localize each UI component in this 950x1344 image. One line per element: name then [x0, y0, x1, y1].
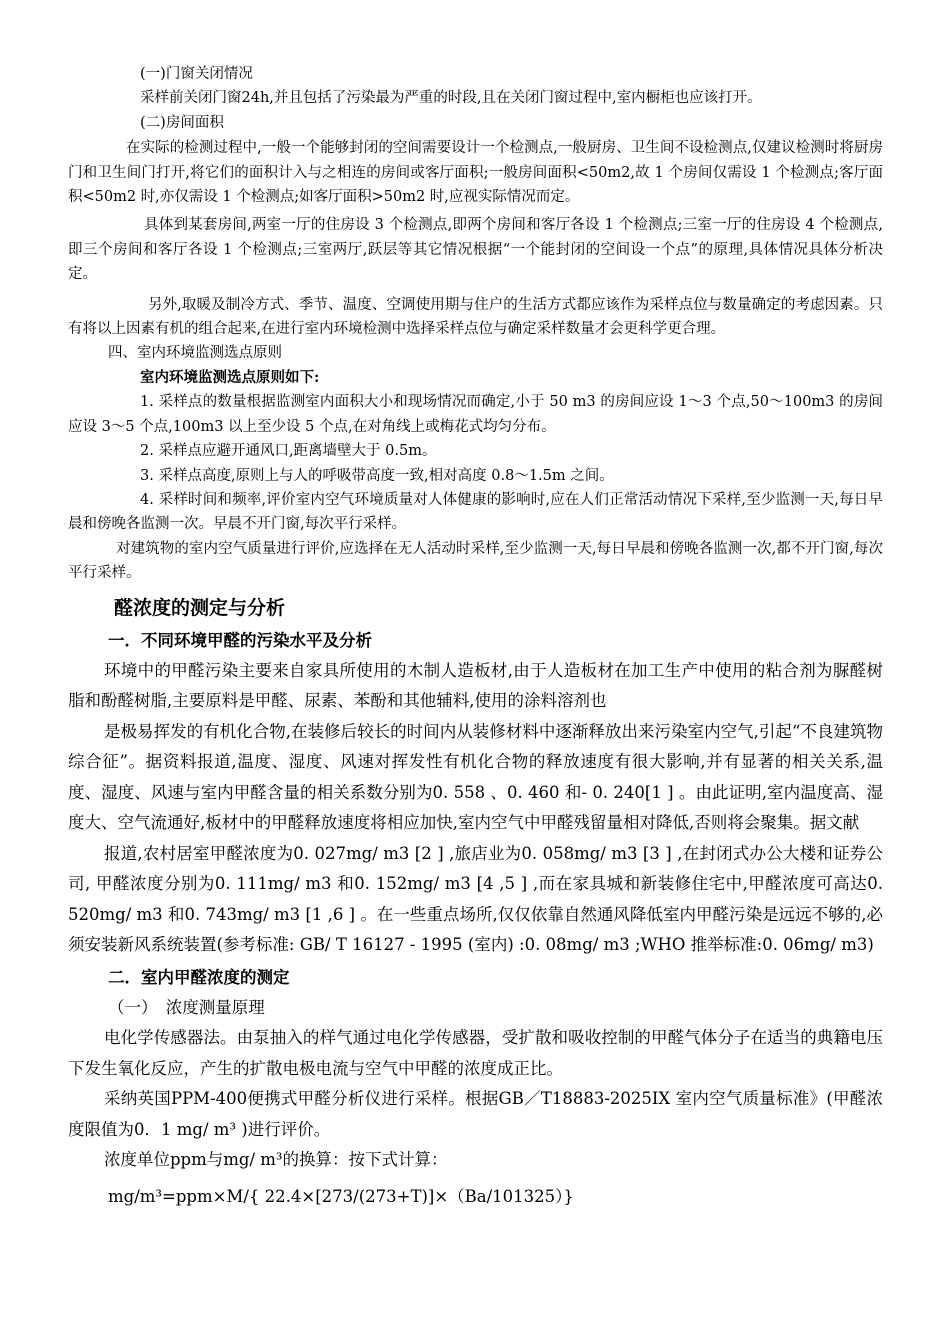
paragraph: 是极易挥发的有机化合物,在装修后较长的时间内从装修材料中逐渐释放出来污染室内空气,引起“不良建筑物综合征”。据资料报道,温度、湿度、风速对挥发性有机化合物的释放速度有很大影响,并有显著的相关关系,温度、湿度、风速与室内甲醛含量的相关系数分别为0. 558 、0. 460 和- 0. 240[1 ] 。由此证明,室内温度高、湿度大、空气流通好,板材中的甲醛释放速度将相应加快,室内空气中甲醛残留量相对降低,否则将会聚集。据文献 [68, 721, 883, 833]
list-item: 1. 采样点的数量根据监测室内面积大小和现场情况而确定,小于 50 m3 的房间应设 1～3 个点,50～100m3 的房间应设 3～5 个点,100m3 以上至少设 5 个点,在对角线上或梅花式均匀分布。 [68, 394, 883, 435]
paragraph: 浓度单位ppm与mg/ m³的换算：按下式计算： [104, 1150, 448, 1170]
section-subheading: 室内环境监测选点原则如下: [140, 368, 320, 386]
paragraph: 对建筑物的室内空气质量进行评价,应选择在无人活动时采样,至少监测一天,每日早晨和傍晚各监测一次,都不开门窗,每次平行采样。 [68, 540, 883, 582]
paragraph: (一)门窗关闭情况 [140, 66, 253, 82]
paragraph: 环境中的甲醛污染主要来自家具所使用的木制人造板材,由于人造板材在加工生产中使用的粘合剂为脲醛树脂和酚醛树脂,主要原料是甲醛、尿素、苯酚和其他辅料,使用的涂料溶剂也 [68, 660, 883, 711]
list-item: 4. 采样时间和频率,评价室内空气环境质量对人体健康的影响时,应在人们正常活动情况下采样,至少监测一天,每日早晨和傍晚各监测一次。早晨不开门窗,每次平行采样。 [68, 491, 883, 533]
paragraph: 具体到某套房间,两室一厅的住房设 3 个检测点,即两个房间和客厅各设 1 个检测点;三室一厅的住房设 4 个检测点,即三个房间和客厅各设 1 个检测点;三室两厅,跃层等其它情况根据“一个能封闭的空间设一个点”的原理,具体情况具体分析决定。 [68, 217, 883, 283]
conversion-formula: mg/m³=ppm×M/{ 22.4×[273/(273+T)]×（Ba/101325）} [108, 1186, 574, 1206]
paragraph: 另外,取暖及制冷方式、季节、温度、空调使用期与住户的生活方式都应该作为采样点位与数量确定的考虑因素。只有将以上因素有机的组合起来,在进行室内环境检测中选择采样点位与确定采样数量才会更科学更合理。 [68, 296, 883, 338]
page-title: 醛浓度的测定与分析 [114, 596, 286, 619]
paragraph: 采样前关闭门窗24h,并且包括了污染最为严重的时段,且在关闭门窗过程中,室内橱柜也应该打开。 [140, 90, 762, 107]
section-heading: 二．室内甲醛浓度的测定 [108, 967, 290, 987]
document-page [68, 62, 883, 1212]
list-item: 3. 采样点高度,原则上与人的呼吸带高度一致,相对高度 0.8～1.5m 之间。 [140, 467, 614, 484]
paragraph: 报道,农村居室甲醛浓度为0. 027mg/ m3 [2 ] ,旅店业为0. 058mg/ m3 [3 ] ,在封闭式办公大楼和证券公司, 甲醛浓度分别为0. 111mg/ m3 和0. 152mg/ m3 [4 ,5 ] ,而在家具城和新装修住宅中,甲醛浓度可高达0. 520mg/ m3 和0. 743mg/ m3 [1 ,6 ] 。在一些重点场所,仅仅依靠自然通风降低室内甲醛污染是远远不够的,必须安装新风系统装置(参考标准: GB/ T 16127 - 1995 (室内) :0. 08mg/ m3 ;WHO 推举标准:0. 06mg/ m3) [68, 843, 883, 955]
paragraph: 电化学传感器法。由泵抽入的样气通过电化学传感器，受扩散和吸收控制的甲醛气体分子在适当的典籍电压下发生氧化反应，产生的扩散电极电流与空气中甲醛的浓度成正比。 [68, 1028, 883, 1078]
section-heading: 一．不同环境甲醛的污染水平及分析 [108, 630, 372, 650]
paragraph: 在实际的检测过程中,一般一个能够封闭的空间需要设计一个检测点,一般厨房、卫生间不设检测点,仅建议检测时将厨房门和卫生间门打开,将它们的面积计入与之相连的房间或客厅面积;一般房间面积<50m2,故 1 个房间仅需设 1 个检测点;客厅面积<50m2 时,亦仅需设 1 个检测点;如客厅面积>50m2 时,应视实际情况而定。 [68, 140, 883, 206]
paragraph: 采纳英国PPM-400便携式甲醛分析仪进行采样。根据GB／T18883-2025IX 室内空气质量标准》(甲醛浓度限值为0．1 mg/ m³ )进行评价。 [68, 1089, 883, 1139]
paragraph: (二)房间面积 [140, 114, 224, 131]
list-item: 2. 采样点应避开通风口,距离墙壁大于 0.5m。 [140, 443, 437, 460]
subsection-heading: （一） 浓度测量原理 [108, 997, 265, 1017]
section-heading: 四、室内环境监测选点原则 [108, 345, 282, 362]
